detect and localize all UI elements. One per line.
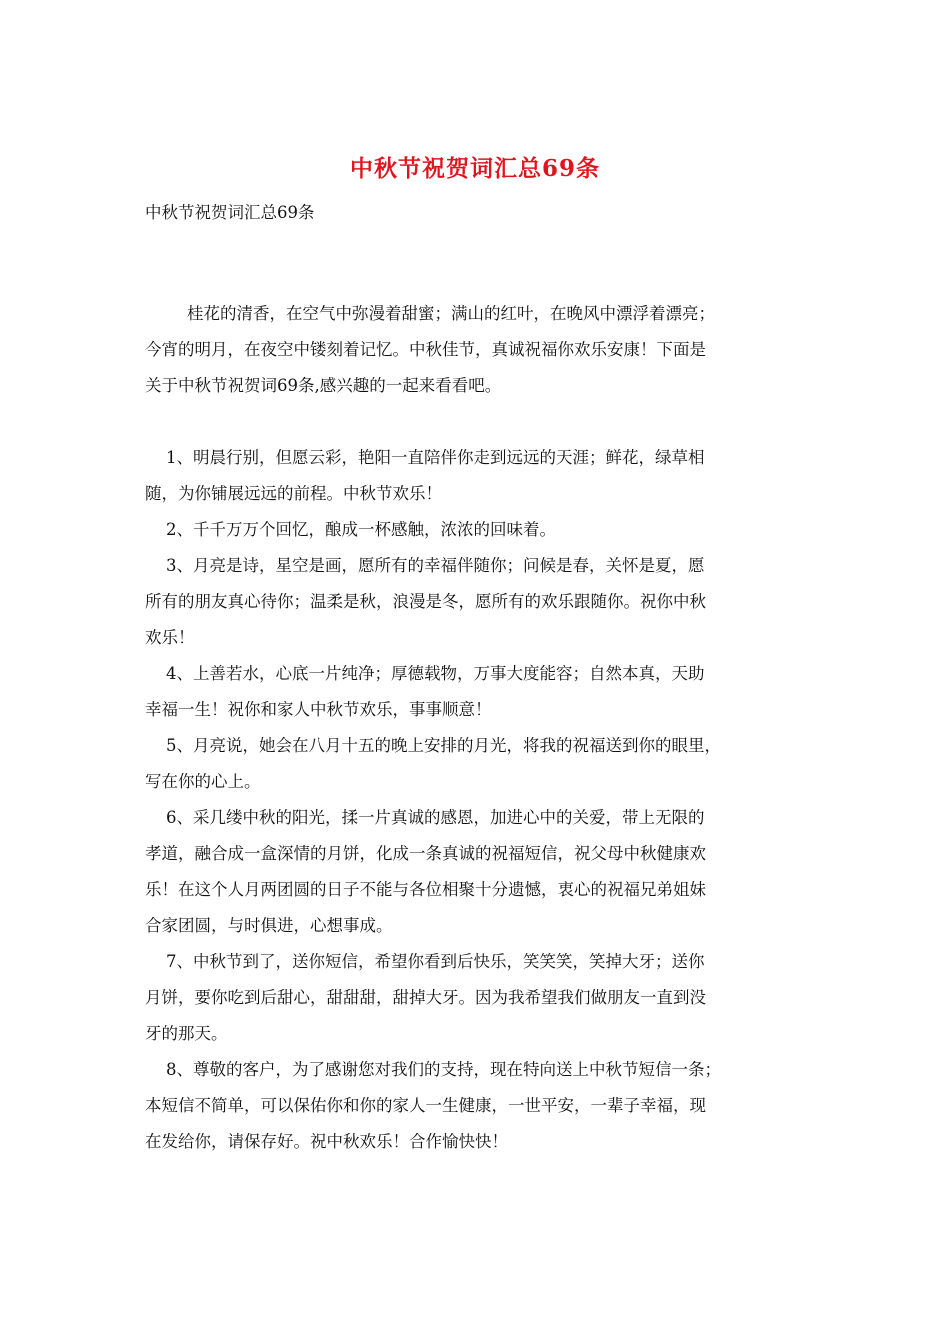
intro-line: 今宵的明月，在夜空中镂刻着记忆。中秋佳节，真诚祝福你欢乐安康！下面是 [145,340,706,359]
list-line: 本短信不简单，可以保佑你和你的家人一生健康，一世平安，一辈子幸福，现 [145,1096,706,1115]
list-line: 随，为你铺展远远的前程。中秋节欢乐！ [145,484,442,503]
list-line: 8、尊敬的客户，为了感谢您对我们的支持，现在特向送上中秋节短信一条； [145,1060,721,1079]
list-line: 所有的朋友真心待你；温柔是秋，浪漫是冬，愿所有的欢乐跟随你。祝你中秋 [145,592,706,611]
document-title: 中秋节祝贺词汇总69条 [349,155,600,182]
list-line: 乐！在这个人月两团圆的日子不能与各位相聚十分遗憾，衷心的祝福兄弟姐妹 [145,880,706,899]
list-line: 6、采几缕中秋的阳光，揉一片真诚的感恩，加进心中的关爱，带上无限的 [145,808,705,827]
greeting-list [145,440,815,1160]
intro-line: 关于中秋节祝贺词69条,感兴趣的一起来看看吧。 [145,376,502,395]
list-line: 3、月亮是诗，星空是画，愿所有的幸福伴随你；问候是春，关怀是夏，愿 [145,556,705,575]
list-line: 欢乐！ [145,628,195,647]
list-line: 7、中秋节到了，送你短信，希望你看到后快乐，笑笑笑，笑掉大牙；送你 [145,952,705,971]
list-line: 1、明晨行别，但愿云彩，艳阳一直陪伴你走到远远的天涯；鲜花，绿草相 [145,448,705,467]
list-line: 牙的那天。 [145,1024,228,1043]
list-line: 写在你的心上。 [145,772,261,791]
list-line: 合家团圆，与时俱进，心想事成。 [145,916,393,935]
list-line: 孝道，融合成一盒深情的月饼，化成一条真诚的祝福短信，祝父母中秋健康欢 [145,844,706,863]
list-line: 4、上善若水，心底一片纯净；厚德载物，万事大度能容；自然本真，天助 [145,664,705,683]
list-line: 幸福一生！祝你和家人中秋节欢乐，事事顺意！ [145,700,492,719]
list-line: 月饼，要你吃到后甜心，甜甜甜，甜掉大牙。因为我希望我们做朋友一直到没 [145,988,706,1007]
list-line: 在发给你，请保存好。祝中秋欢乐！合作愉快快！ [145,1132,508,1151]
list-line: 2、千千万万个回忆，酿成一杯感触，浓浓的回味着。 [145,520,556,539]
intro-paragraph [145,296,815,404]
list-line: 5、月亮说，她会在八月十五的晚上安排的月光，将我的祝福送到你的眼里， [145,736,721,755]
document-subtitle: 中秋节祝贺词汇总69条 [145,203,315,222]
intro-line: 桂花的清香，在空气中弥漫着甜蜜；满山的红叶，在晚风中漂浮着漂亮； [145,304,715,323]
